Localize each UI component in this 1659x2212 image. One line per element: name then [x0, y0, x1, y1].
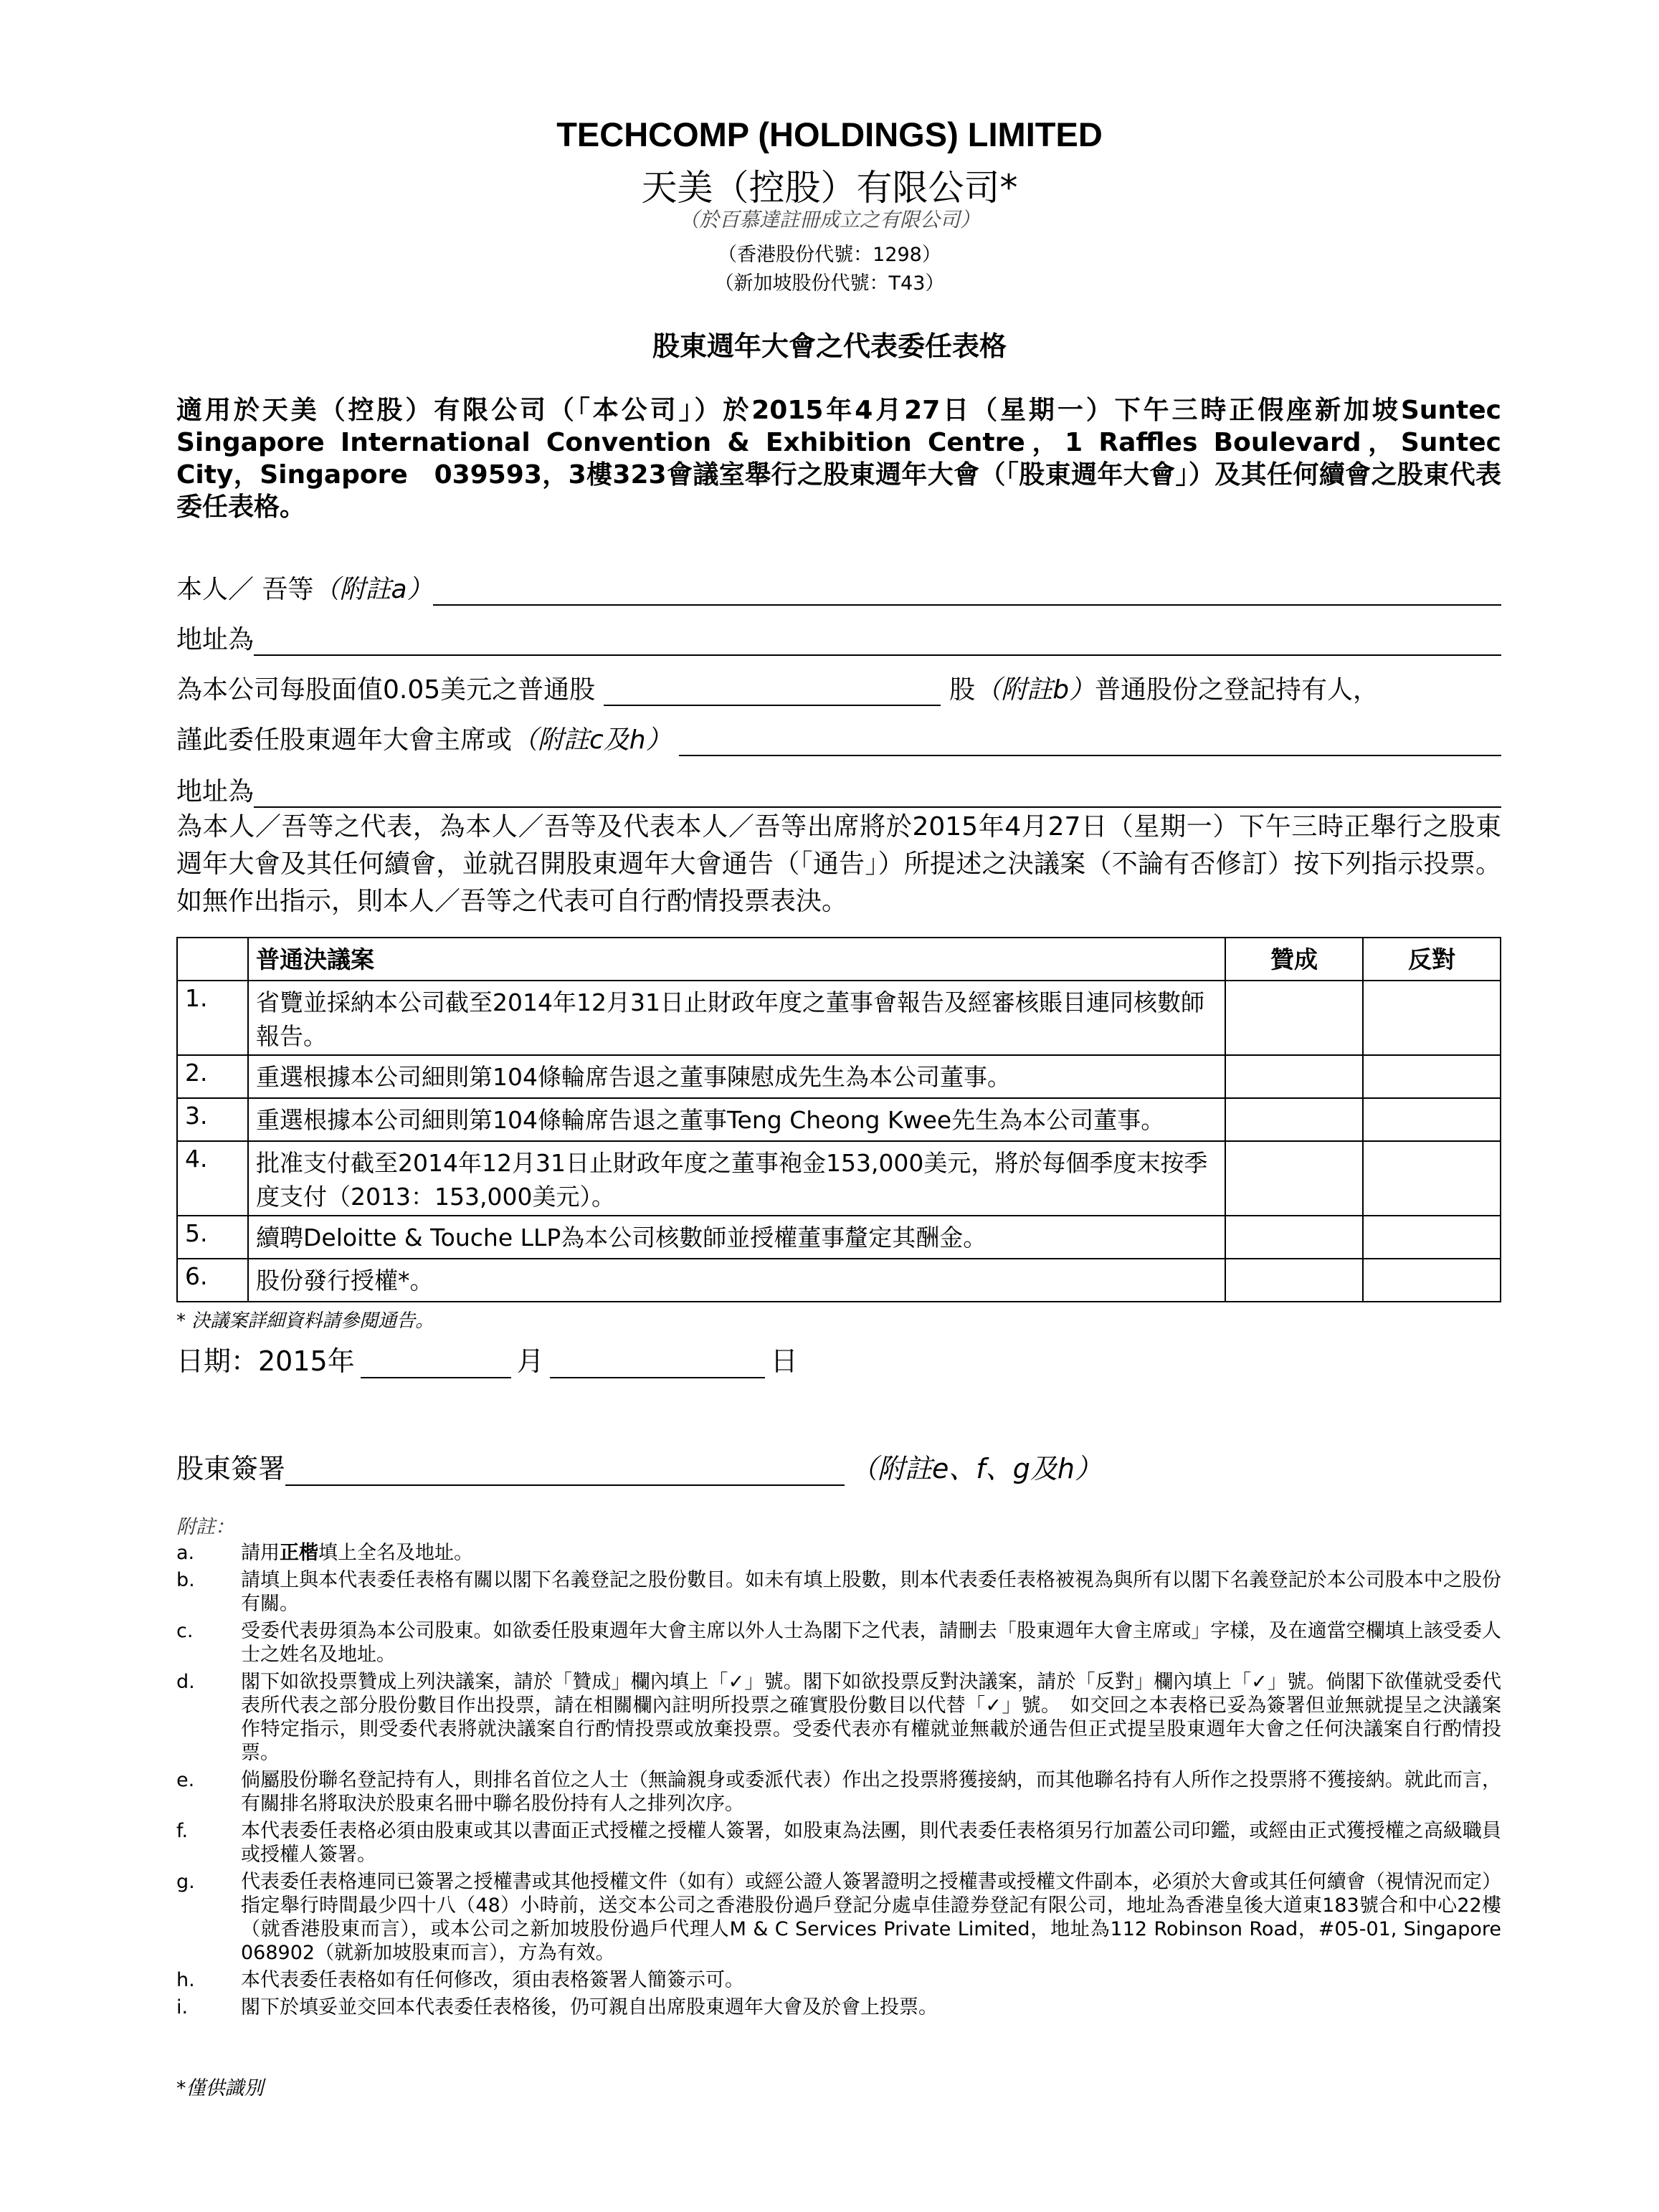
list-item: [176, 1768, 1501, 1816]
resolution-number: 2.: [177, 1055, 248, 1098]
table-row: [177, 981, 1501, 1055]
list-item: [176, 1870, 1501, 1965]
shareholder-address-line: [176, 620, 1501, 656]
sg-stock-code: （新加坡股份代號：T43）: [714, 272, 945, 295]
table-row: [177, 1216, 1501, 1259]
date-label: 日期：2015年: [176, 1345, 355, 1377]
note-text: 本代表委任表格如有任何修改，須由表格簽署人簡簽示可。: [241, 1969, 744, 1991]
resolution-header: 普通決議案: [248, 938, 1225, 981]
vote-for-box[interactable]: [1225, 1055, 1363, 1098]
resolution-number: 6.: [177, 1259, 248, 1302]
vote-for-box[interactable]: [1225, 1259, 1363, 1302]
resolution-text: 重選根據本公司細則第104條輪席告退之董事陳慰成先生為本公司董事。: [248, 1055, 1225, 1098]
resolution-number: 4.: [177, 1141, 248, 1216]
share-count-line: [176, 670, 1501, 706]
resolution-number: 3.: [177, 1098, 248, 1141]
note-key: c.: [176, 1620, 194, 1642]
identification-footnote: *僅供識別: [176, 2077, 264, 2099]
against-header: 反對: [1363, 938, 1501, 981]
note-text: [241, 1541, 1501, 1565]
appointment-paragraph: 為本人／吾等之代表，為本人／吾等及代表本人／吾等出席將於2015年4月27日（星期一）下午三時正舉行之股東週年大會及其任何續會，並就召開股東週年大會通告（「通告」）所提述之決議案（不論有否修訂）按下列指示投票。如無作出指示，則本人／吾等之代表可自行酌情投票表決。: [176, 812, 1501, 916]
company-name-zh: 天美（控股）有限公司*: [641, 167, 1018, 209]
resolution-number: 5.: [177, 1216, 248, 1259]
hk-stock-code: （香港股份代號：1298）: [718, 244, 941, 266]
resolutions-table: [176, 937, 1501, 1302]
month-label: 月: [516, 1345, 544, 1377]
list-item: [176, 1996, 1501, 2019]
resolution-text: 重選根據本公司細則第104條輪席告退之董事Teng Cheong Kwee先生為本公司董事。: [248, 1098, 1225, 1141]
date-line: [176, 1339, 798, 1378]
notes-title: 附註：: [176, 1516, 234, 1538]
vote-against-box[interactable]: [1363, 1216, 1501, 1259]
resolution-number: 1.: [177, 981, 248, 1055]
resolution-text: 省覽並採納本公司截至2014年12月31日止財政年度之董事會報告及經審核賬目連同核數師報告。: [248, 981, 1225, 1055]
intro-paragraph: 適用於天美（控股）有限公司（「本公司」）於2015年4月27日（星期一）下午三時正假座新加坡Suntec Singapore International Convention & Exhibition Centre，1 Raffles Boulevard，Suntec City，Singapore 039593，3樓323會議室舉行之股東週年大會（「股東週年大會」）及其任何續會之股東代表委任表格。: [176, 396, 1501, 522]
table-row: [177, 1055, 1501, 1098]
note-text-pre: 請用: [241, 1542, 280, 1564]
proxy-name-field[interactable]: [679, 726, 1501, 756]
note-key: a.: [176, 1542, 195, 1564]
notes-list: [176, 1541, 1501, 2023]
shareholder-name-line: [176, 570, 1501, 606]
registered-holder-label: 普通股份之登記持有人，: [1095, 675, 1379, 705]
list-item: [176, 1568, 1501, 1616]
vote-against-box[interactable]: [1363, 981, 1501, 1055]
note-text-rest: 填上全名及地址。: [318, 1542, 473, 1564]
shareholder-address-field[interactable]: [254, 626, 1501, 656]
note-key: b.: [176, 1569, 195, 1591]
list-item: [176, 1619, 1501, 1667]
month-field[interactable]: [361, 1347, 511, 1378]
shareholder-name-field[interactable]: [433, 576, 1501, 606]
form-title: 股東週年大會之代表委任表格: [652, 330, 1007, 362]
note-text: 閣下如欲投票贊成上列決議案，請於「贊成」欄內填上「✓」號。閣下如欲投票反對決議案，請於「反對」欄內填上「✓」號。倘閣下欲僅就受委代表所代表之部分股份數目作出投票，請在相關欄內註明所投票之確實股份數目以代替「✓」號。 如交回之本表格已妥為簽署但並無就提呈之決議案作特定指示，則受委代表將就決議案自行酌情投票或放棄投票。受委代表亦有權就並無載於通告但正式提呈股東週年大會之任何決議案自行酌情投票。: [241, 1671, 1501, 1764]
note-a-ref: （附註a）: [313, 575, 433, 604]
list-item: [176, 1968, 1501, 1992]
share-count-label: 為本公司每股面值0.05美元之普通股: [176, 675, 596, 705]
table-row: [177, 1259, 1501, 1302]
vote-against-box[interactable]: [1363, 1055, 1501, 1098]
list-item: [176, 1670, 1501, 1765]
signature-line: [176, 1446, 1501, 1486]
proxy-appoint-label: 謹此委任股東週年大會主席或: [176, 725, 513, 755]
note-key: i.: [176, 1996, 189, 2018]
note-c-h-ref: （附註c及h）: [512, 725, 672, 755]
company-name-en: TECHCOMP (HOLDINGS) LIMITED: [556, 115, 1103, 153]
vote-for-box[interactable]: [1225, 1141, 1363, 1216]
vote-against-box[interactable]: [1363, 1259, 1501, 1302]
for-header: 贊成: [1225, 938, 1363, 981]
note-b-ref: （附註b）: [975, 675, 1095, 705]
vote-for-box[interactable]: [1225, 981, 1363, 1055]
note-text: 本代表委任表格必須由股東或其以書面正式授權之授權人簽署，如股東為法團，則代表委任表格須另行加蓋公司印鑑，或經由正式獲授權之高級職員或授權人簽署。: [241, 1820, 1501, 1866]
note-text-bold: 正楷: [280, 1542, 318, 1564]
share-unit-label: 股: [949, 675, 976, 705]
incorporation-note: （於百慕達註冊成立之有限公司）: [678, 208, 980, 232]
resolution-text: 批准支付截至2014年12月31日止財政年度之董事袍金153,000美元，將於每個季度末按季度支付（2013：153,000美元）。: [248, 1141, 1225, 1216]
shareholder-name-label: 本人／ 吾等: [176, 575, 314, 604]
list-item: [176, 1819, 1501, 1867]
proxy-address-line: [176, 772, 1501, 808]
resolution-text: 續聘Deloitte & Touche LLP為本公司核數師並授權董事釐定其酬金。: [248, 1216, 1225, 1259]
proxy-address-label: 地址為: [176, 777, 255, 806]
resolution-text: 股份發行授權*。: [248, 1259, 1225, 1302]
note-key: f.: [176, 1820, 189, 1842]
day-label: 日: [770, 1345, 798, 1377]
vote-against-box[interactable]: [1363, 1098, 1501, 1141]
note-text: 請填上與本代表委任表格有關以閣下名義登記之股份數目。如未有填上股數，則本代表委任表格被視為與所有以閣下名義登記於本公司股本中之股份有關。: [241, 1569, 1501, 1615]
note-key: g.: [176, 1871, 195, 1893]
vote-against-box[interactable]: [1363, 1141, 1501, 1216]
shareholder-address-label: 地址為: [176, 625, 255, 654]
resolution-footnote: * 決議案詳細資料請參閱通告。: [176, 1310, 434, 1332]
table-header-row: [177, 938, 1501, 981]
signature-note-ref: （附註e、f、g及h）: [850, 1453, 1102, 1484]
share-count-field[interactable]: [604, 676, 941, 706]
vote-for-box[interactable]: [1225, 1098, 1363, 1141]
note-text: 倘屬股份聯名登記持有人，則排名首位之人士（無論親身或委派代表）作出之投票將獲接納，而其他聯名持有人所作之投票將不獲接納。就此而言，有關排名將取決於股東名冊中聯名股份持有人之排列次序。: [241, 1769, 1501, 1815]
note-key: h.: [176, 1969, 195, 1991]
table-row: [177, 1141, 1501, 1216]
list-item: [176, 1541, 1501, 1565]
signature-field[interactable]: [285, 1454, 845, 1486]
proxy-appoint-line: [176, 720, 1501, 756]
signature-label: 股東簽署: [176, 1453, 286, 1484]
table-row: [177, 1098, 1501, 1141]
number-header: [177, 938, 248, 981]
day-field[interactable]: [550, 1347, 765, 1378]
vote-for-box[interactable]: [1225, 1216, 1363, 1259]
note-text: 受委代表毋須為本公司股東。如欲委任股東週年大會主席以外人士為閣下之代表，請刪去「股東週年大會主席或」字樣，及在適當空欄填上該受委人士之姓名及地址。: [241, 1620, 1501, 1666]
note-text: 代表委任表格連同已簽署之授權書或其他授權文件（如有）或經公證人簽署證明之授權書或授權文件副本，必須於大會或其任何續會（視情況而定）指定舉行時間最少四十八（48）小時前，送交本公司之香港股份過戶登記分處卓佳證券登記有限公司，地址為香港皇後大道東183號合和中心22樓（就香港股東而言），或本公司之新加坡股份過戶代理人M & C Services Private Limited，地址為112 Robinson Road，#05-01, Singapore 068902（就新加坡股東而言），方為有效。: [241, 1871, 1501, 1964]
note-text: 閣下於填妥並交回本代表委任表格後，仍可親自出席股東週年大會及於會上投票。: [241, 1996, 938, 2018]
proxy-address-field[interactable]: [254, 778, 1501, 808]
note-key: e.: [176, 1769, 195, 1791]
note-key: d.: [176, 1671, 195, 1693]
